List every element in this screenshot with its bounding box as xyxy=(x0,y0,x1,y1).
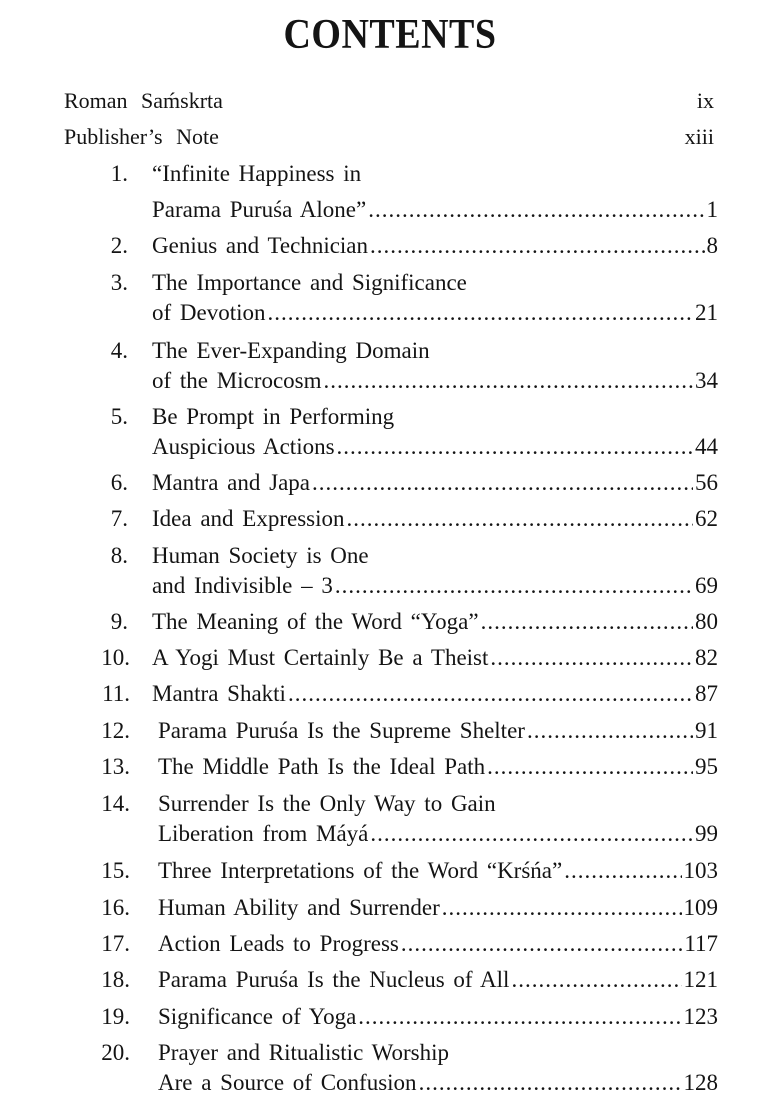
page-number: 1 xyxy=(706,197,718,222)
page-number: 82 xyxy=(695,645,718,670)
page-number: 69 xyxy=(695,573,718,598)
dot-leader xyxy=(288,679,693,709)
chapter-title: Genius and Technician xyxy=(152,233,369,258)
chapter-title: Auspicious Actions xyxy=(152,434,335,459)
dot-leader xyxy=(312,468,693,498)
chapter-title: “Infinite Happiness in xyxy=(152,161,362,186)
chapter-title: The Meaning of the Word “Yoga” xyxy=(152,609,479,634)
chapter-number: 14. xyxy=(101,791,130,816)
front-matter-page: xiii xyxy=(684,124,714,149)
page-number: 87 xyxy=(695,681,718,706)
chapter-number: 18. xyxy=(101,967,130,992)
chapter-number: 20. xyxy=(101,1040,130,1065)
chapter-number: 7. xyxy=(110,506,128,531)
chapter-title-line-last xyxy=(152,607,718,637)
chapter-number: 12. xyxy=(101,718,130,743)
chapter-title-line-last xyxy=(158,856,718,886)
chapter-title: of Devotion xyxy=(152,300,266,325)
chapter-title-line-last xyxy=(152,504,718,534)
dot-leader xyxy=(442,893,682,923)
page-title: CONTENTS xyxy=(283,11,497,59)
page-number: 109 xyxy=(683,895,718,920)
page-number: 8 xyxy=(706,233,718,258)
chapter-title: The Importance and Significance xyxy=(152,270,467,295)
chapter-title-line-last xyxy=(152,571,718,601)
front-matter-page: ix xyxy=(696,88,714,113)
dot-leader xyxy=(268,298,693,328)
chapter-number: 8. xyxy=(110,543,128,568)
chapter-title: Human Ability and Surrender xyxy=(158,895,440,920)
chapter-title: Prayer and Ritualistic Worship xyxy=(158,1040,449,1065)
chapter-title-line-last xyxy=(158,716,718,746)
chapter-title: Mantra and Japa xyxy=(152,470,310,495)
chapter-title-line-last xyxy=(152,468,718,498)
page-number: 95 xyxy=(695,754,718,779)
front-matter-label: Roman Saḿskrta xyxy=(64,88,223,113)
chapter-number: 5. xyxy=(110,404,128,429)
chapter-title: Are a Source of Confusion xyxy=(158,1070,417,1095)
chapter-title: and Indivisible – 3 xyxy=(152,573,333,598)
chapter-title: The Ever-Expanding Domain xyxy=(152,338,430,363)
chapter-number: 6. xyxy=(110,470,128,495)
chapter-title-line xyxy=(152,268,467,298)
dot-leader xyxy=(358,1002,681,1032)
dot-leader xyxy=(481,607,693,637)
page-number: 99 xyxy=(695,821,718,846)
chapter-title-line-last xyxy=(152,298,718,328)
chapter-title-line xyxy=(152,159,361,189)
chapter-title-line-last xyxy=(152,643,718,673)
page-number: 34 xyxy=(695,368,718,393)
dot-leader xyxy=(370,231,704,261)
chapter-number: 9. xyxy=(110,609,128,634)
dot-leader xyxy=(347,504,694,534)
page-number: 62 xyxy=(695,506,718,531)
chapter-title: Liberation from Máyá xyxy=(158,821,369,846)
chapter-title: Action Leads to Progress xyxy=(158,931,399,956)
front-matter-item xyxy=(64,86,714,116)
dot-leader xyxy=(370,819,693,849)
dot-leader xyxy=(368,195,704,225)
dot-leader xyxy=(564,856,681,886)
front-matter-item xyxy=(64,122,714,152)
chapter-title-line-last xyxy=(152,432,718,462)
page-number: 128 xyxy=(683,1070,718,1095)
dot-leader xyxy=(324,366,693,396)
page-number: 56 xyxy=(695,470,718,495)
chapter-title-line xyxy=(152,541,369,571)
page-number: 91 xyxy=(695,718,718,743)
chapter-number: 1. xyxy=(110,161,128,186)
chapter-number: 13. xyxy=(101,754,130,779)
chapter-title-line-last xyxy=(152,195,718,225)
chapter-number: 17. xyxy=(101,931,130,956)
chapter-number: 15. xyxy=(101,858,130,883)
chapter-title: Parama Puruśa Is the Supreme Shelter xyxy=(158,718,525,743)
chapter-title-line-last xyxy=(158,1002,718,1032)
chapter-title: Surrender Is the Only Way to Gain xyxy=(158,791,496,816)
chapter-title: A Yogi Must Certainly Be a Theist xyxy=(152,645,489,670)
chapter-title-line xyxy=(158,1038,449,1068)
page-number: 117 xyxy=(684,931,718,956)
chapter-title: Mantra Shakti xyxy=(152,681,286,706)
chapter-number: 2. xyxy=(110,233,128,258)
page-number: 21 xyxy=(695,300,718,325)
dot-leader xyxy=(490,643,693,673)
chapter-title: Significance of Yoga xyxy=(158,1004,357,1029)
chapter-title-line xyxy=(152,402,394,432)
chapter-title-line-last xyxy=(158,1068,718,1098)
dot-leader xyxy=(337,432,693,462)
chapter-title-line-last xyxy=(152,679,718,709)
chapter-title-line-last xyxy=(158,819,718,849)
page-number: 80 xyxy=(695,609,718,634)
dot-leader xyxy=(511,965,681,995)
chapter-title-line-last xyxy=(158,929,718,959)
chapter-title-line xyxy=(152,336,430,366)
chapter-number: 16. xyxy=(101,895,130,920)
page-number: 103 xyxy=(683,858,718,883)
chapter-number: 11. xyxy=(102,681,130,706)
chapter-title: of the Microcosm xyxy=(152,368,322,393)
chapter-number: 10. xyxy=(101,645,130,670)
chapter-number: 3. xyxy=(110,270,128,295)
chapter-title-line-last xyxy=(152,231,718,261)
dot-leader xyxy=(419,1068,682,1098)
chapter-title-line-last xyxy=(158,965,718,995)
chapter-title: Idea and Expression xyxy=(152,506,345,531)
page-number: 123 xyxy=(683,1004,718,1029)
chapter-title: Be Prompt in Performing xyxy=(152,404,395,429)
chapter-number: 4. xyxy=(110,338,128,363)
dot-leader xyxy=(527,716,693,746)
page-number: 121 xyxy=(683,967,718,992)
dot-leader xyxy=(487,752,693,782)
chapter-title: Parama Puruśa Is the Nucleus of All xyxy=(158,967,510,992)
chapter-title: Parama Puruśa Alone” xyxy=(152,197,367,222)
chapter-title-line-last xyxy=(158,893,718,923)
chapter-title-line-last xyxy=(152,366,718,396)
chapter-title: Three Interpretations of the Word “Krśńa” xyxy=(158,858,563,883)
dot-leader xyxy=(335,571,693,601)
chapter-title: The Middle Path Is the Ideal Path xyxy=(158,754,486,779)
front-matter-label: Publisher’s Note xyxy=(64,124,219,149)
chapter-title: Human Society is One xyxy=(152,543,369,568)
chapter-number: 19. xyxy=(101,1004,130,1029)
chapter-title-line-last xyxy=(158,752,718,782)
chapter-title-line xyxy=(158,789,496,819)
page-number: 44 xyxy=(695,434,718,459)
dot-leader xyxy=(401,929,682,959)
